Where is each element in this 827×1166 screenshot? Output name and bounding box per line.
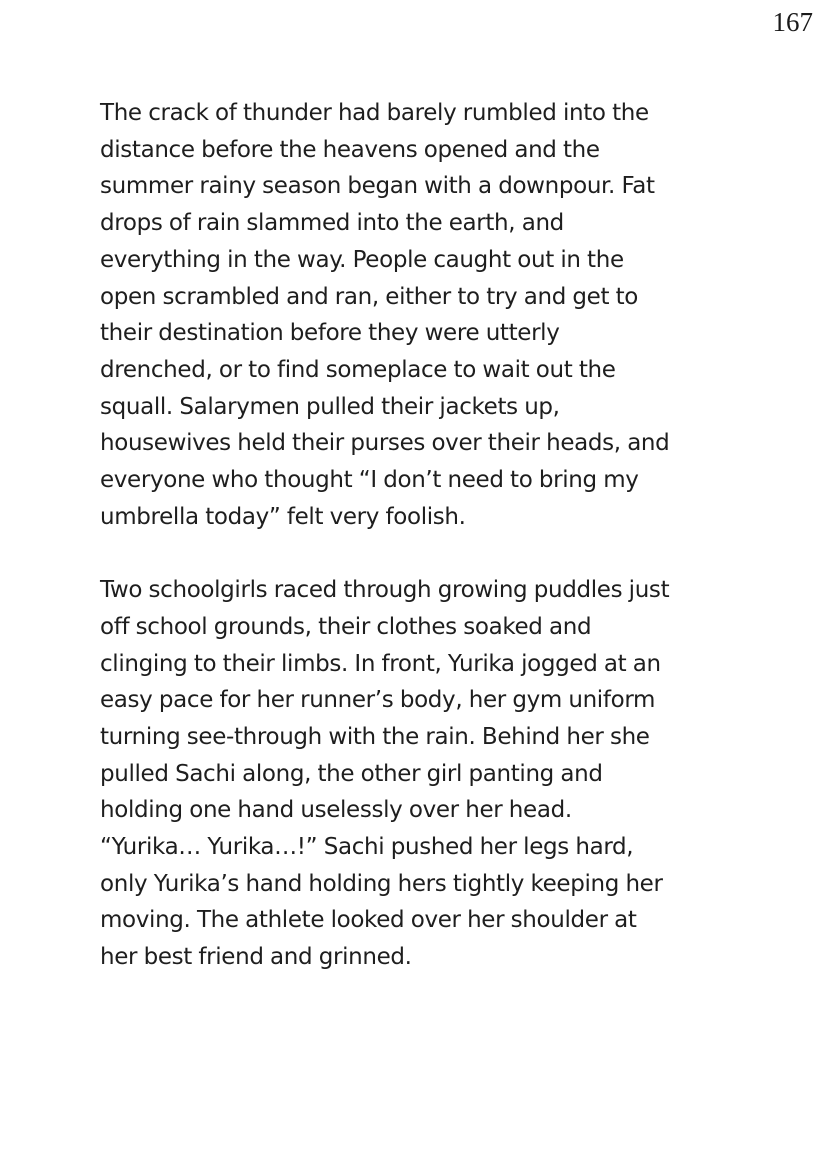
text-line: Two schoolgirls raced through growing puddles just <box>100 577 670 604</box>
text-line: drops of rain slammed into the earth, and <box>100 210 564 237</box>
text-line: drenched, or to find someplace to wait out the <box>100 356 616 383</box>
text-line: only Yurika’s hand holding hers tightly keeping her <box>100 870 663 897</box>
paragraph <box>100 572 730 976</box>
text-line: moving. The athlete looked over her shoulder at <box>100 907 637 934</box>
text-line: umbrella today” felt very foolish. <box>100 503 466 530</box>
text-line: distance before the heavens opened and the <box>100 136 600 163</box>
body-text <box>100 95 730 1013</box>
text-line: open scrambled and ran, either to try and get to <box>100 283 638 310</box>
text-line: summer rainy season began with a downpour. Fat <box>100 173 655 200</box>
text-line: “Yurika… Yurika…!” Sachi pushed her legs hard, <box>100 834 634 861</box>
text-line: easy pace for her runner’s body, her gym uniform <box>100 687 656 714</box>
text-line: her best friend and grinned. <box>100 944 412 971</box>
text-line: housewives held their purses over their heads, and <box>100 430 670 457</box>
text-line: clinging to their limbs. In front, Yurika jogged at an <box>100 650 661 677</box>
page-number: 167 <box>772 7 813 37</box>
text-line: turning see-through with the rain. Behind her she <box>100 723 650 750</box>
text-line: pulled Sachi along, the other girl panting and <box>100 760 603 787</box>
text-line: holding one hand uselessly over her head. <box>100 797 572 824</box>
text-line: off school grounds, their clothes soaked and <box>100 613 592 640</box>
paragraph <box>100 95 730 535</box>
text-line: everything in the way. People caught out in the <box>100 246 624 273</box>
text-line: their destination before they were utterly <box>100 320 560 347</box>
text-line: everyone who thought “I don’t need to bring my <box>100 467 639 494</box>
text-line: squall. Salarymen pulled their jackets up, <box>100 393 560 420</box>
text-line: The crack of thunder had barely rumbled into the <box>100 100 649 126</box>
